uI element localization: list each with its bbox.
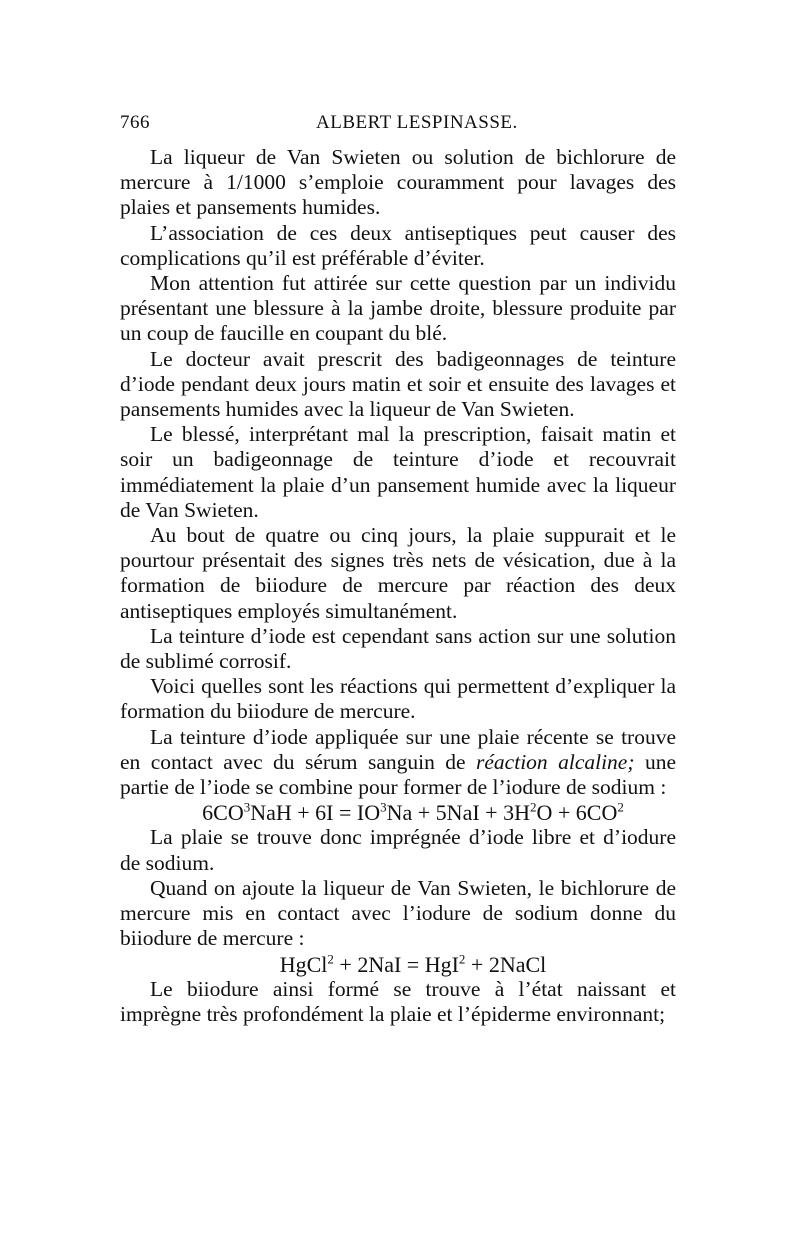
paragraph-2: L’association de ces deux antiseptiques peut causer des complications qu’il est préférable d’éviter. xyxy=(120,220,676,270)
paragraph-9-italic: réaction alcaline; xyxy=(476,749,635,774)
equation-sodium-iodide xyxy=(120,800,676,825)
eq2-sup-b: 2 xyxy=(458,951,466,967)
page-number: 766 xyxy=(120,112,150,133)
eq1-sup-b: 3 xyxy=(380,799,387,815)
eq1-sup-d: 2 xyxy=(617,799,624,815)
paragraph-6: Au bout de quatre ou cinq jours, la plaie suppurait et le pourtour présentait des signes très nets de vésication, due à la formation de biiodure de mercure par réaction des deux antiseptiques employés simultanément. xyxy=(120,523,676,623)
paragraph-10: La plaie se trouve donc imprégnée d’iode libre et d’iodure de sodium. xyxy=(120,825,676,875)
body-text xyxy=(120,145,676,1027)
paragraph-9-end: une partie de l’iode se combine pour former de l’iodure de sodium : xyxy=(120,749,676,800)
eq1-part-c: Na + 5NaI + 3H xyxy=(386,800,530,826)
paragraph-9 xyxy=(120,725,676,801)
equation-mercury-iodide xyxy=(120,952,676,977)
eq1-part-b: NaH + 6I = IO xyxy=(250,800,381,826)
eq2-part-a: HgCl xyxy=(279,951,328,977)
eq2-sup-a: 2 xyxy=(327,951,334,967)
running-title: ALBERT LESPINASSE. xyxy=(316,112,518,133)
paragraph-12: Le biiodure ainsi formé se trouve à l’état naissant et imprègne très profondément la plaie et l’épiderme environnant; xyxy=(120,976,676,1026)
running-head xyxy=(120,112,676,140)
eq1-sup-c: 2 xyxy=(529,799,537,815)
eq1-part-d: O + 6CO xyxy=(536,800,618,826)
eq2-part-b: + 2NaI = HgI xyxy=(333,951,459,977)
paragraph-9-start: La teinture d’iode appliquée sur une plaie récente se trouve en contact avec du sérum sanguin de xyxy=(120,724,676,774)
paragraph-5: Le blessé, interprétant mal la prescription, faisait matin et soir un badigeonnage de teinture d’iode et recouvrait immédiatement la plaie d’un pansement humide avec la liqueur de Van Swieten. xyxy=(120,422,676,522)
paragraph-1: La liqueur de Van Swieten ou solution de bichlorure de mercure à 1/1000 s’emploie couramment pour lavages des plaies et pansements humides. xyxy=(120,145,676,220)
paragraph-7: La teinture d’iode est cependant sans action sur une solution de sublimé corrosif. xyxy=(120,623,676,674)
eq1-part-a: 6CO xyxy=(202,800,244,826)
eq1-sup-a: 3 xyxy=(243,799,251,815)
paragraph-11: Quand on ajoute la liqueur de Van Swieten, le bichlorure de mercure mis en contact avec l’iodure de sodium donne du biiodure de mercure : xyxy=(120,875,676,951)
paragraph-4: Le docteur avait prescrit des badigeonnages de teinture d’iode pendant deux jours matin et soir et ensuite des lavages et pansements humides avec la liqueur de Van Swieten. xyxy=(120,346,676,422)
paragraph-8: Voici quelles sont les réactions qui permettent d’expliquer la formation du biiodure de mercure. xyxy=(120,674,676,724)
eq2-part-c: + 2NaCl xyxy=(465,951,547,977)
paragraph-3: Mon attention fut attirée sur cette question par un individu présentant une blessure à la jambe droite, blessure produite par un coup de faucille en coupant du blé. xyxy=(120,271,676,346)
